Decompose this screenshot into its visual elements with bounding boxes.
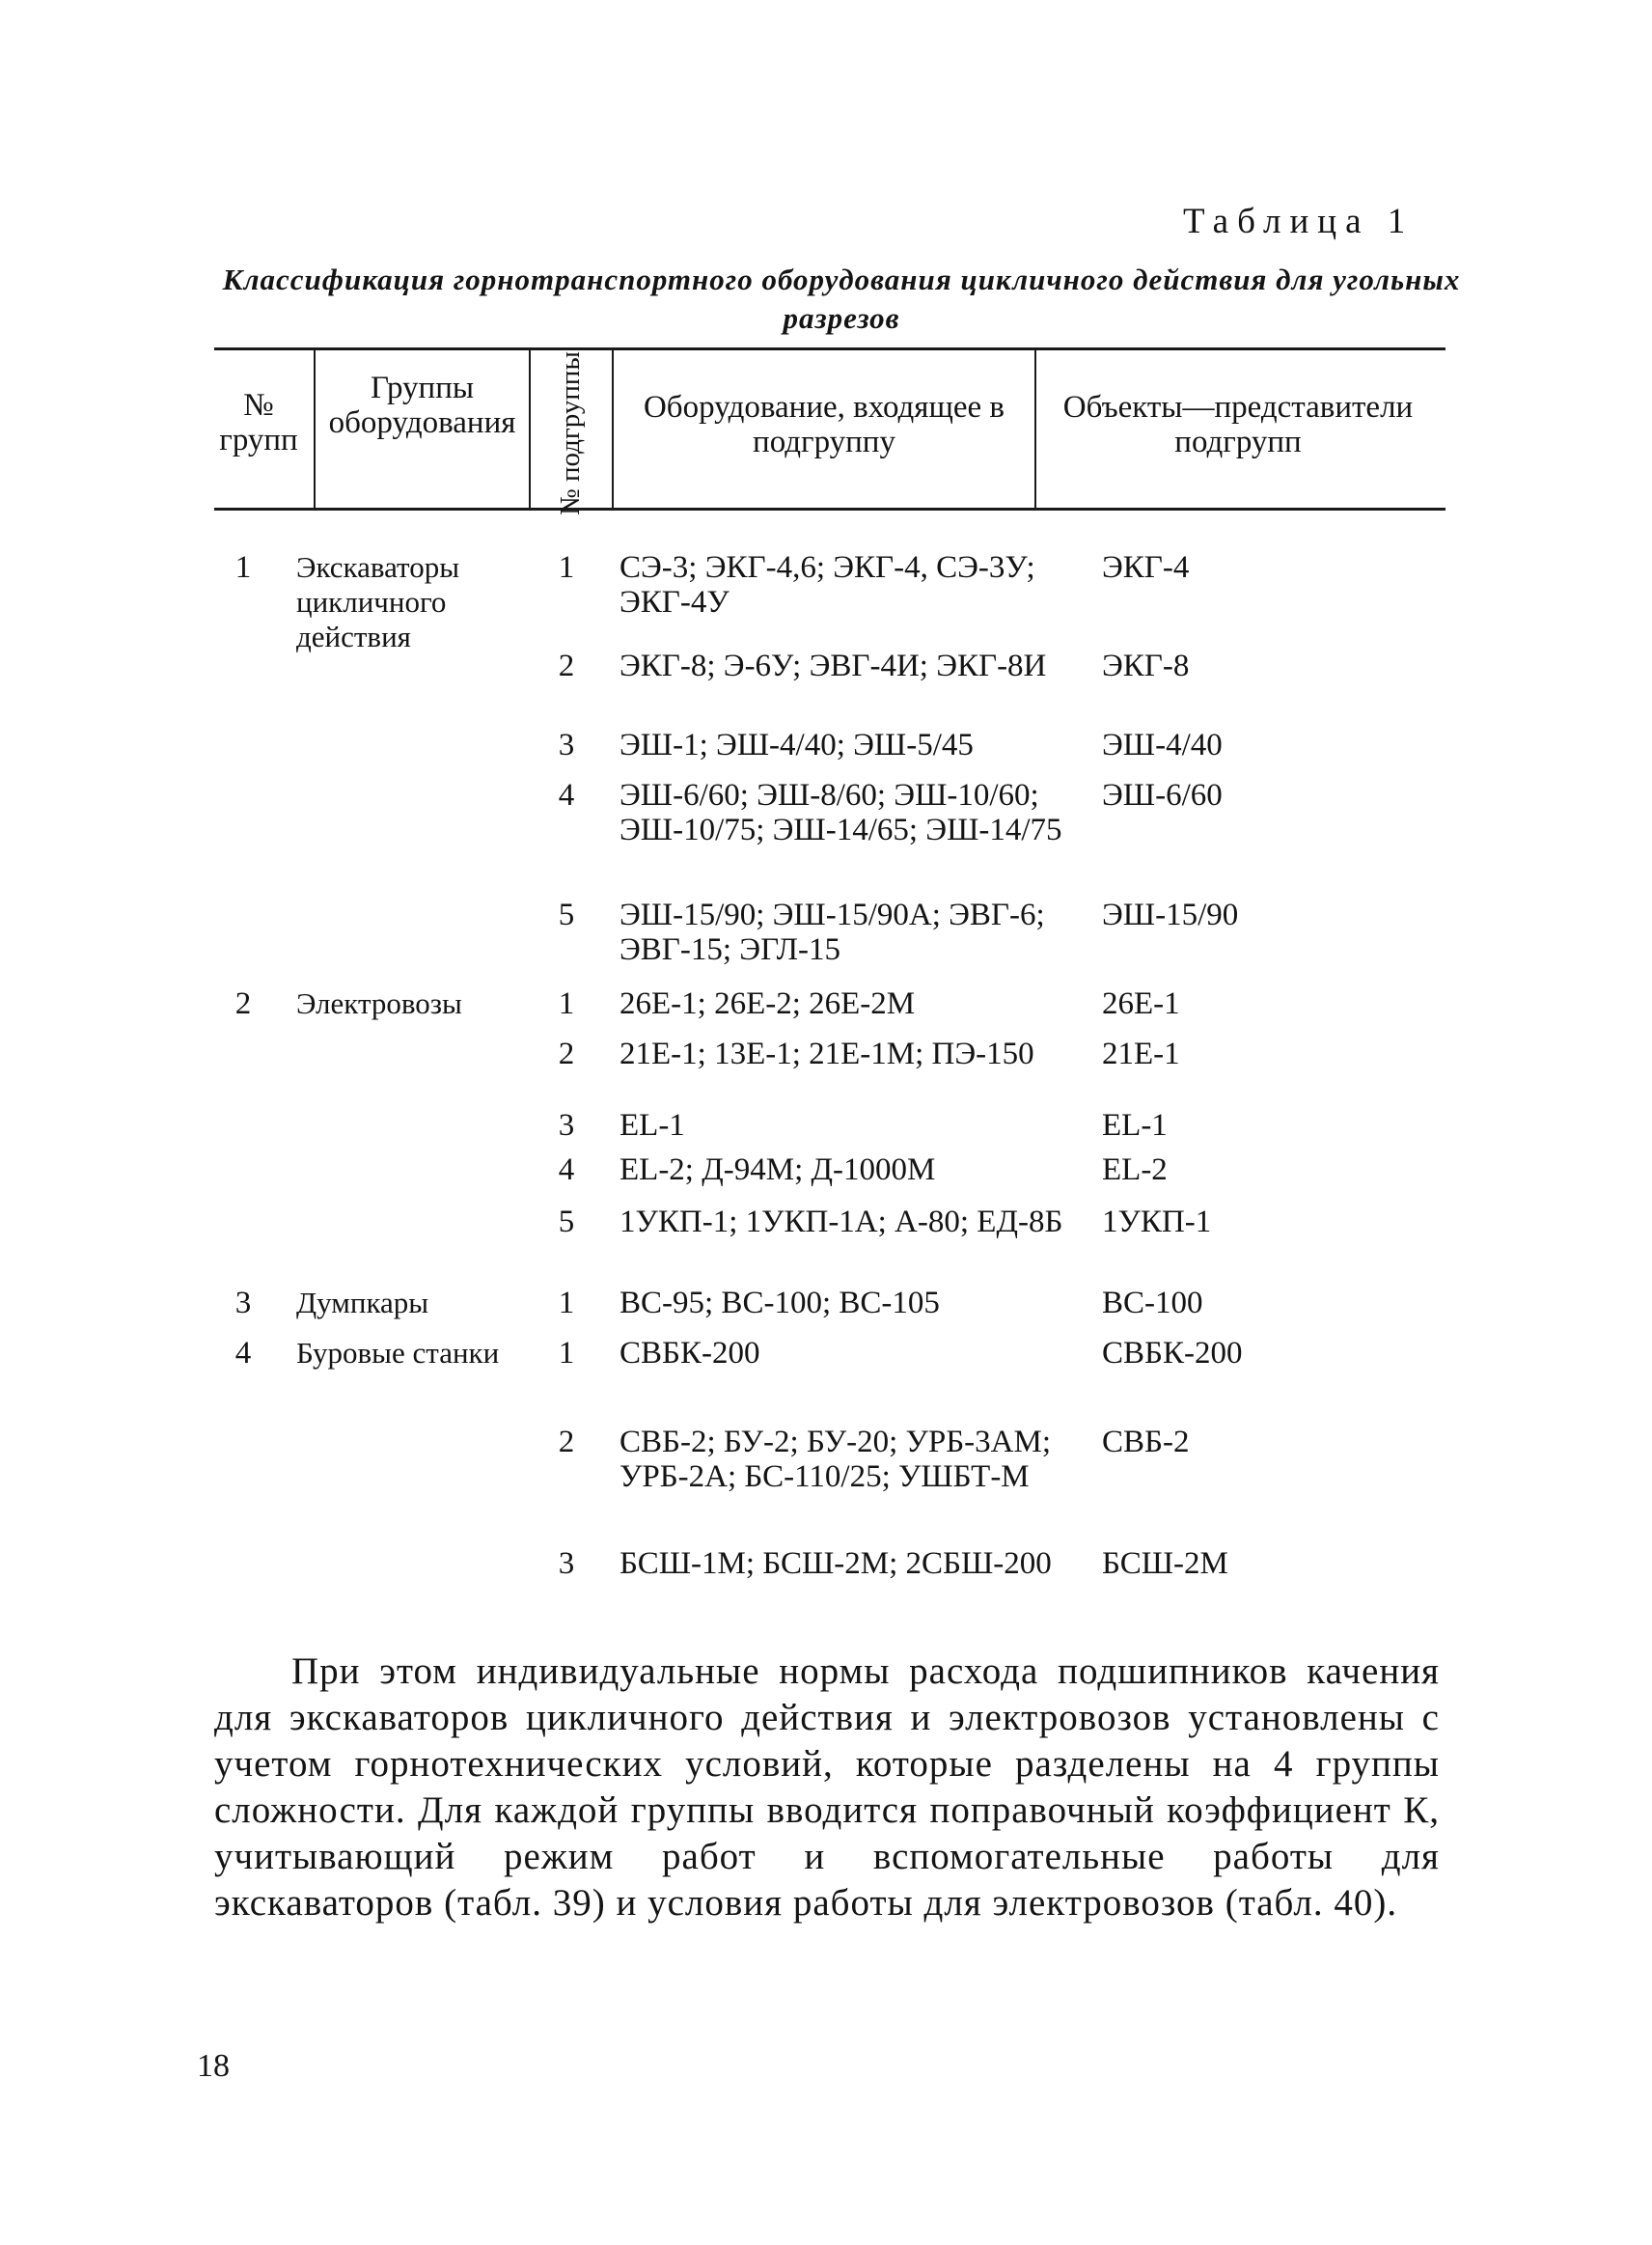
equipment-list: 21Е-1; 13Е-1; 21Е-1М; ПЭ-150 (620, 1037, 1034, 1071)
group-name: Думпкары (296, 1286, 429, 1319)
table-row (214, 1152, 1446, 1205)
subgroup-number: 3 (558, 728, 575, 762)
representative: 21Е-1 (1102, 1037, 1180, 1071)
representative: ЭКГ-8 (1102, 649, 1190, 683)
table-row (214, 728, 1446, 778)
representative: EL-2 (1102, 1152, 1168, 1187)
group-name: Электровозы (296, 986, 462, 1020)
subgroup-number: 4 (558, 1152, 575, 1187)
subgroup-number: 2 (558, 649, 575, 683)
equipment-list: БСШ-1М; БСШ-2М; 2СБШ-200 (620, 1546, 1052, 1581)
representative: ЭКГ-4 (1102, 550, 1190, 585)
subgroup-number: 2 (558, 1037, 575, 1071)
table-row (214, 1336, 1446, 1425)
group-name: Экскаваторы цикличного действия (296, 550, 460, 653)
representative: 26Е-1 (1102, 986, 1180, 1021)
table-caption: Таблица 1 (1183, 202, 1415, 241)
header-group: Группы оборудования (328, 371, 516, 440)
representative: ВС-100 (1102, 1286, 1203, 1320)
header-subgroup-no: № подгруппы (555, 351, 586, 515)
equipment-list: ЭШ-1; ЭШ-4/40; ЭШ-5/45 (620, 728, 974, 762)
table-body (214, 550, 1446, 1623)
column-divider (314, 350, 316, 508)
table-row (214, 1425, 1446, 1546)
representative: EL-1 (1102, 1108, 1168, 1143)
equipment-list: ЭШ-6/60; ЭШ-8/60; ЭШ-10/60; ЭШ-10/75; ЭШ-14/65; ЭШ-14/75 (620, 778, 1062, 847)
subgroup-number: 1 (558, 550, 575, 585)
table-row (214, 898, 1446, 986)
representative: ЭШ-15/90 (1102, 898, 1239, 932)
column-divider (1034, 350, 1036, 508)
equipment-list: 1УКП-1; 1УКП-1А; А-80; ЕД-8Б (620, 1205, 1063, 1239)
body-paragraph: При этом индивидуальные нормы расхода подшипников качения для экскаваторов цикличного действия и электровозов установлены с учетом горнотехнических условий, которые разделены на 4 группы сложности. Для каждой группы вводится поправочный коэффициент К, учитывающий режим работ и вспомогательные работы для экскаваторов (табл. 39) и условия работы для электровозов (табл. 40). (214, 1650, 1440, 1924)
representative: ЭШ-4/40 (1102, 728, 1223, 762)
representative: БСШ-2М (1102, 1546, 1228, 1581)
representative: СВБ-2 (1102, 1425, 1190, 1459)
equipment-list: СВБ-2; БУ-2; БУ-20; УРБ-3АМ; УРБ-2А; БС-110/25; УШБТ-М (620, 1425, 1051, 1494)
equipment-list: СЭ-3; ЭКГ-4,6; ЭКГ-4, СЭ-3У; ЭКГ-4У (620, 550, 1035, 620)
group-name: Буровые станки (296, 1336, 500, 1370)
table-row (214, 1286, 1446, 1336)
equipment-list: 26Е-1; 26Е-2; 26Е-2М (620, 986, 916, 1021)
equipment-list: СВБК-200 (620, 1336, 760, 1371)
subgroup-number: 2 (558, 1425, 575, 1459)
column-divider (612, 350, 614, 508)
subgroup-number: 3 (558, 1108, 575, 1143)
group-number: 4 (234, 1336, 252, 1371)
header-equipment: Оборудование, входящее в подгруппу (643, 390, 1005, 459)
equipment-list: EL-1 (620, 1108, 685, 1143)
header-group-no: № групп (219, 388, 298, 457)
table-title: Классификация горнотранспортного оборудования цикличного действия для угольных разрезов (222, 263, 1461, 335)
equipment-list: EL-2; Д-94М; Д-1000М (620, 1152, 936, 1187)
subgroup-number: 1 (558, 986, 575, 1021)
representative: 1УКП-1 (1102, 1205, 1212, 1239)
group-number: 3 (234, 1286, 252, 1320)
table-row (214, 986, 1446, 1037)
page-number: 18 (197, 2048, 230, 2084)
table-row (214, 1037, 1446, 1108)
equipment-list: ЭКГ-8; Э-6У; ЭВГ-4И; ЭКГ-8И (620, 649, 1047, 683)
subgroup-number: 5 (558, 898, 575, 932)
table-row (214, 1546, 1446, 1623)
representative: СВБК-200 (1102, 1336, 1243, 1371)
group-number: 2 (234, 986, 252, 1021)
table-header-rule (214, 508, 1446, 511)
subgroup-number: 1 (558, 1336, 575, 1371)
equipment-list: ЭШ-15/90; ЭШ-15/90А; ЭВГ-6; ЭВГ-15; ЭГЛ-15 (620, 898, 1045, 967)
subgroup-number: 1 (558, 1286, 575, 1320)
table-row (214, 649, 1446, 728)
group-number: 1 (234, 550, 252, 585)
equipment-list: ВС-95; ВС-100; ВС-105 (620, 1286, 940, 1320)
subgroup-number: 5 (558, 1205, 575, 1239)
table-row (214, 1205, 1446, 1286)
table-row (214, 778, 1446, 898)
table-row (214, 1108, 1446, 1152)
representative: ЭШ-6/60 (1102, 778, 1223, 813)
header-representative: Объекты—представители подгрупп (1062, 390, 1414, 459)
table-top-rule (214, 347, 1446, 350)
subgroup-number: 3 (558, 1546, 575, 1581)
table-row (214, 550, 1446, 653)
subgroup-number: 4 (558, 778, 575, 813)
